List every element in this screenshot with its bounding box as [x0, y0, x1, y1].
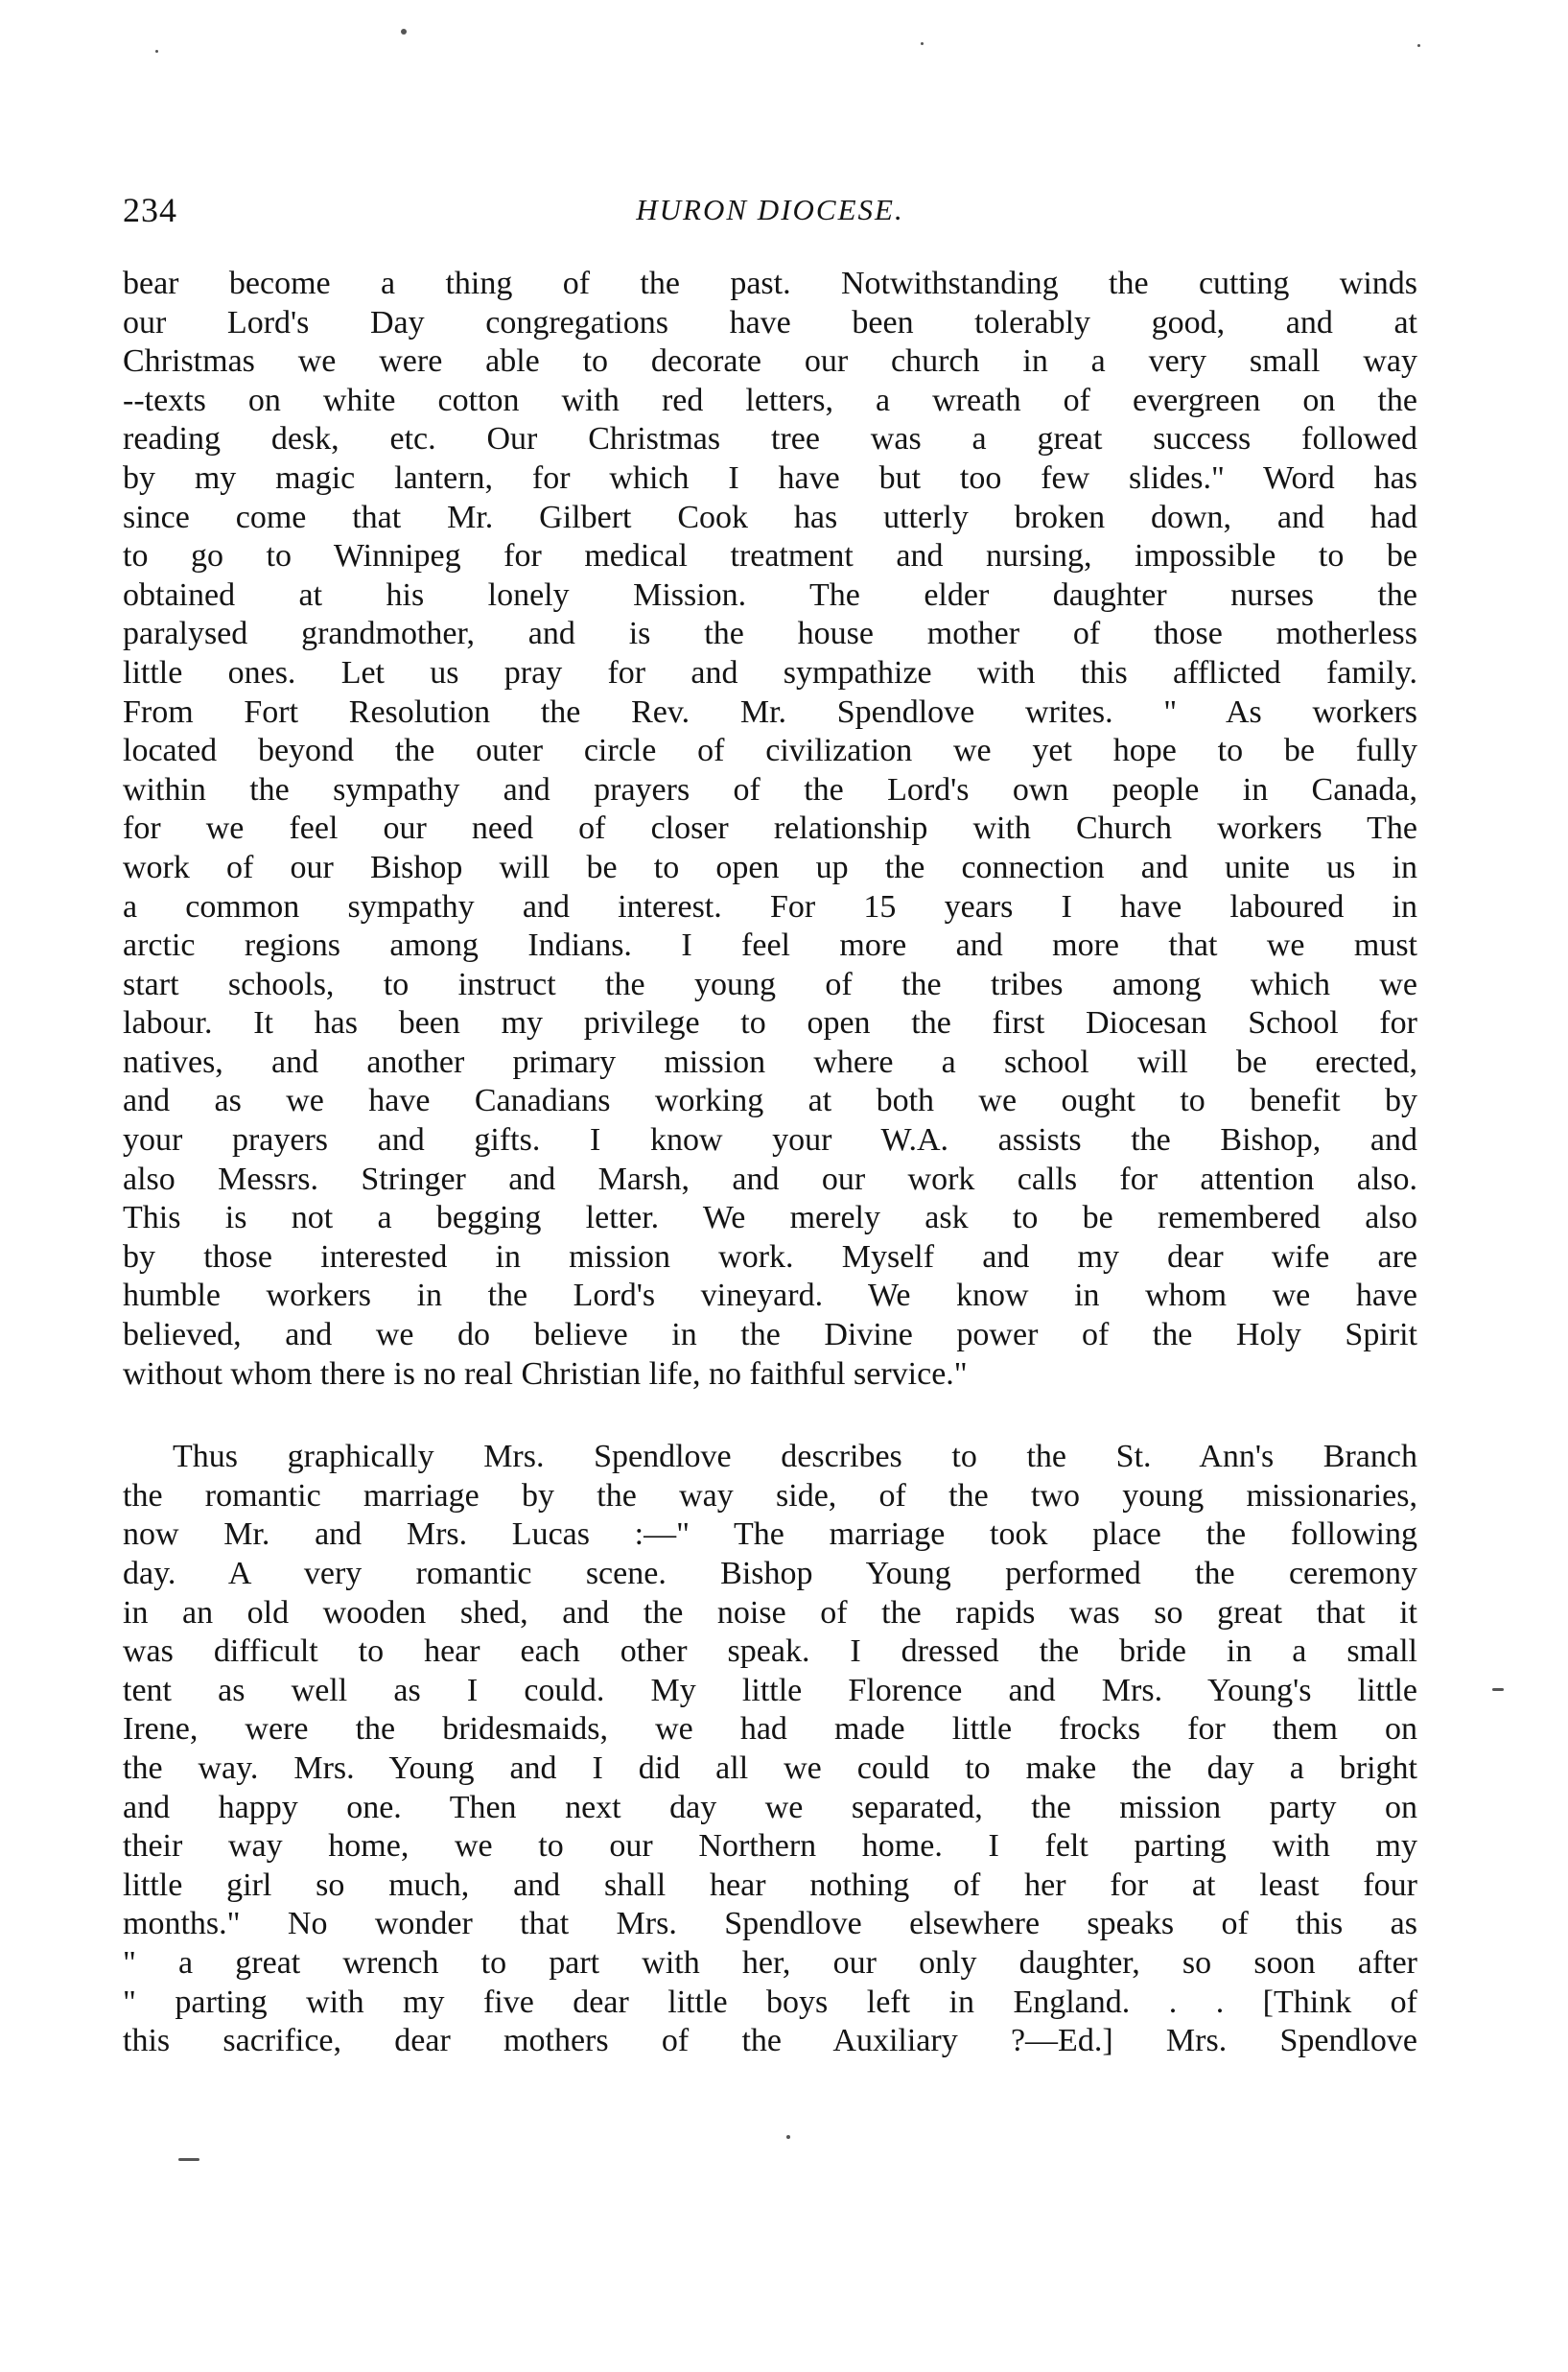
text-line: to go to Winnipeg for medical treatment and nursing, impossible to be	[123, 538, 1417, 575]
scan-speck	[155, 50, 158, 53]
text-line: This is not a begging letter. We merely ask to be remembered also	[123, 1200, 1417, 1236]
scan-speck	[1417, 44, 1420, 47]
text-line: this sacrifice, dear mothers of the Auxiliary ?—Ed.] Mrs. Spendlove	[123, 2023, 1417, 2059]
text-line: paralysed grandmother, and is the house mother of those motherless	[123, 616, 1417, 652]
text-line: without whom there is no real Christian life, no faithful service."	[123, 1355, 968, 1392]
text-line: also Messrs. Stringer and Marsh, and our work calls for attention also.	[123, 1161, 1417, 1197]
text-line: work of our Bishop will be to open up the connection and unite us in	[123, 849, 1417, 885]
text-line: bear become a thing of the past. Notwithstanding the cutting winds	[123, 266, 1417, 301]
page-header	[123, 186, 1417, 234]
running-head: HURON DIOCESE.	[636, 193, 904, 226]
text-line: labour. It has been my privilege to open the first Diocesan School for	[123, 1005, 1417, 1042]
text-line: now Mr. and Mrs. Lucas :—" The marriage took place the following	[123, 1516, 1417, 1553]
text-line: was difficult to hear each other speak. I dressed the bride in a small	[123, 1633, 1417, 1670]
text-line: start schools, to instruct the young of the tribes among which we	[123, 966, 1417, 1002]
text-line: believed, and we do believe in the Divine power of the Holy Spirit	[123, 1317, 1417, 1353]
text-line: their way home, we to our Northern home. I felt parting with my	[123, 1828, 1417, 1865]
paragraph-romantic-marriage	[123, 1438, 1417, 2061]
paragraph-letter-continuation	[123, 265, 1417, 1394]
scan-speck	[786, 2135, 790, 2139]
text-line: " a great wrench to part with her, our only daughter, so soon after	[123, 1944, 1417, 1981]
text-line: for we feel our need of closer relationship with Church workers The	[123, 810, 1417, 847]
body-text	[123, 265, 1417, 2061]
text-line: Thus graphically Mrs. Spendlove describes to the St. Ann's Branch	[173, 1439, 1417, 1475]
text-line: natives, and another primary mission where a school will be erected,	[123, 1044, 1417, 1080]
text-line: within the sympathy and prayers of the Lord's own people in Canada,	[123, 771, 1417, 808]
text-line: our Lord's Day congregations have been tolerably good, and at	[123, 304, 1417, 341]
text-line: --texts on white cotton with red letters, a wreath of evergreen on the	[123, 382, 1417, 418]
text-line: little ones. Let us pray for and sympathize with this afflicted family.	[123, 654, 1417, 691]
text-line: the way. Mrs. Young and I did all we could to make the day a bright	[123, 1750, 1417, 1786]
text-line: Irene, were the bridesmaids, we had made little frocks for them on	[123, 1711, 1417, 1748]
scan-speck	[178, 2158, 199, 2161]
text-line: and happy one. Then next day we separated, the mission party on	[123, 1789, 1417, 1825]
text-line: arctic regions among Indians. I feel more and more that we must	[123, 928, 1417, 964]
text-line: " parting with my five dear little boys left in England. . . [Think of	[123, 1984, 1417, 2020]
text-line: a common sympathy and interest. For 15 years I have laboured in	[123, 888, 1417, 925]
text-line: tent as well as I could. My little Florence and Mrs. Young's little	[123, 1672, 1417, 1708]
text-line: little girl so much, and shall hear nothing of her for at least four	[123, 1867, 1417, 1903]
text-line: reading desk, etc. Our Christmas tree was a great success followed	[123, 421, 1417, 458]
text-line: your prayers and gifts. I know your W.A. assists the Bishop, and	[123, 1122, 1417, 1159]
text-line: the romantic marriage by the way side, of the two young missionaries,	[123, 1477, 1417, 1514]
text-line: by those interested in mission work. Myself and my dear wife are	[123, 1238, 1417, 1275]
text-line: since come that Mr. Gilbert Cook has utterly broken down, and had	[123, 499, 1417, 535]
text-line: located beyond the outer circle of civilization we yet hope to be fully	[123, 733, 1417, 769]
text-line: Christmas we were able to decorate our church in a very small way	[123, 343, 1417, 380]
text-line: by my magic lantern, for which I have but too few slides." Word has	[123, 459, 1417, 496]
scan-speck	[1492, 1688, 1504, 1691]
text-line: day. A very romantic scene. Bishop Young performed the ceremony	[123, 1556, 1417, 1591]
text-line: in an old wooden shed, and the noise of the rapids was so great that it	[123, 1594, 1417, 1631]
scan-speck	[921, 42, 924, 45]
text-line: From Fort Resolution the Rev. Mr. Spendlove writes. " As workers	[123, 693, 1417, 730]
text-line: humble workers in the Lord's vineyard. We know in whom we have	[123, 1278, 1417, 1314]
scan-speck	[401, 29, 407, 35]
text-line: months." No wonder that Mrs. Spendlove elsewhere speaks of this as	[123, 1906, 1417, 1942]
text-line: and as we have Canadians working at both we ought to benefit by	[123, 1083, 1417, 1119]
text-line: obtained at his lonely Mission. The elder daughter nurses the	[123, 576, 1417, 613]
page-number: 234	[123, 191, 177, 229]
